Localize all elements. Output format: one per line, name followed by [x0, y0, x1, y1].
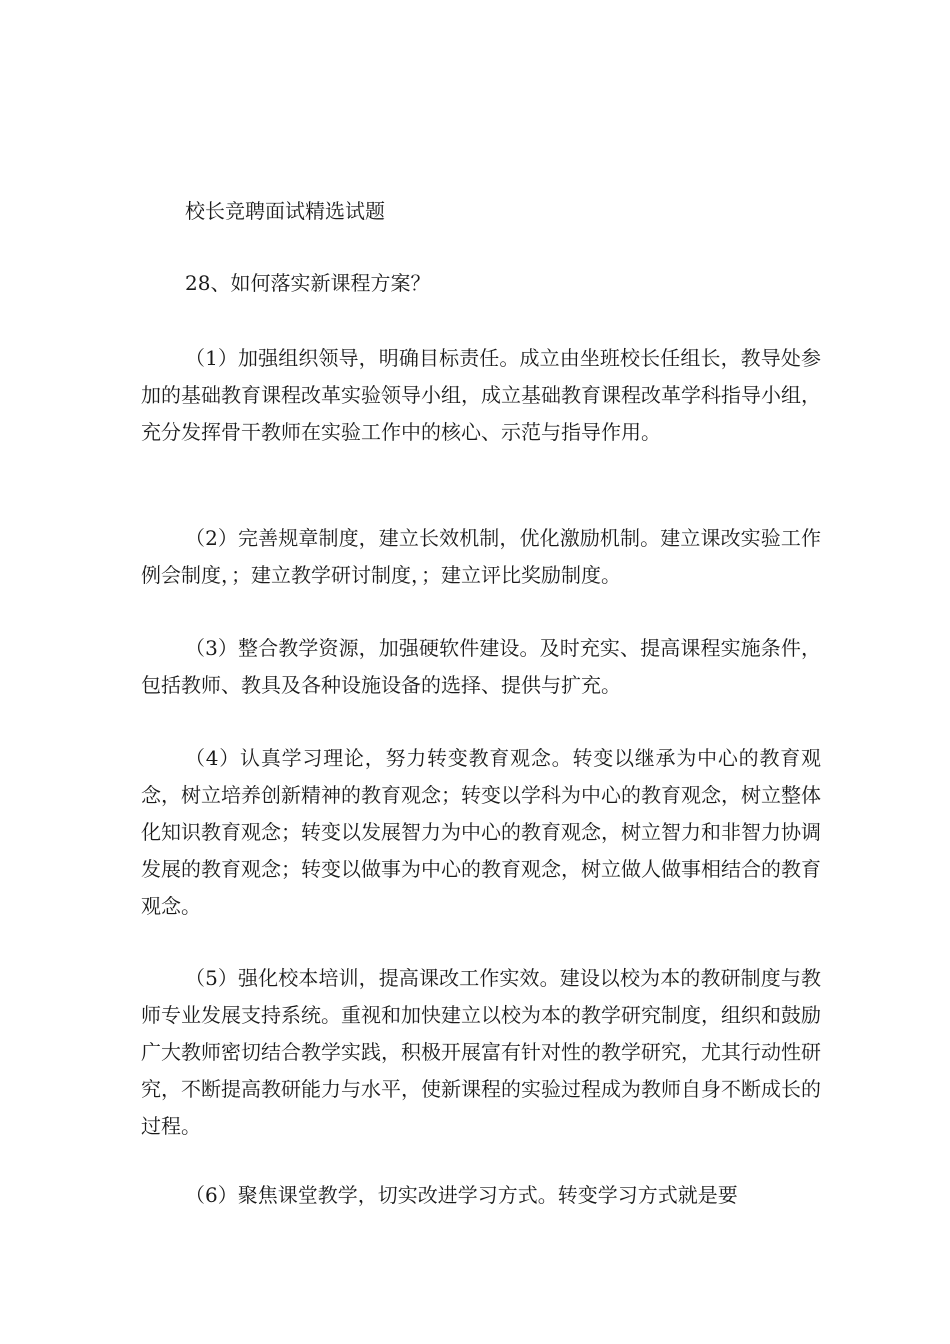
paragraph-2: （2）完善规章制度，建立长效机制，优化激励机制。建立课改实验工作例会制度，；建立教学研讨制度，；建立评比奖励制度。 — [141, 526, 821, 587]
paragraph-4: （4）认真学习理论，努力转变教育观念。转变以继承为中心的教育观念，树立培养创新精神的教育观念；转变以学科为中心的教育观念，树立整体化知识教育观念；转变以发展智力为中心的教育观念，树立智力和非智力协调发展的教育观念；转变以做事为中心的教育观念，树立做人做事相结合的教育观念。 — [141, 746, 821, 918]
paragraph-5: （5）强化校本培训，提高课改工作实效。建设以校为本的教研制度与教师专业发展支持系统。重视和加快建立以校为本的教学研究制度，组织和鼓励广大教师密切结合教学实践，积极开展富有针对性的教学研究，尤其行动性研究，不断提高教研能力与水平，使新课程的实验过程成为教师自身不断成长的过程。 — [141, 966, 821, 1138]
paragraph-1: （1）加强组织领导，明确目标责任。成立由坐班校长任组长，教导处参加的基础教育课程改革实验领导小组，成立基础教育课程改革学科指导小组，充分发挥骨干教师在实验工作中的核心、示范与指导作用。 — [141, 346, 821, 444]
paragraph-3: （3）整合教学资源，加强硬软件建设。及时充实、提高课程实施条件，包括教师、教具及各种设施设备的选择、提供与扩充。 — [141, 636, 821, 697]
question-heading: 28、如何落实新课程方案？ — [185, 271, 431, 295]
paragraph-6: （6）聚焦课堂教学，切实改进学习方式。转变学习方式就是要 — [185, 1183, 738, 1207]
document-title: 校长竞聘面试精选试题 — [185, 199, 385, 223]
